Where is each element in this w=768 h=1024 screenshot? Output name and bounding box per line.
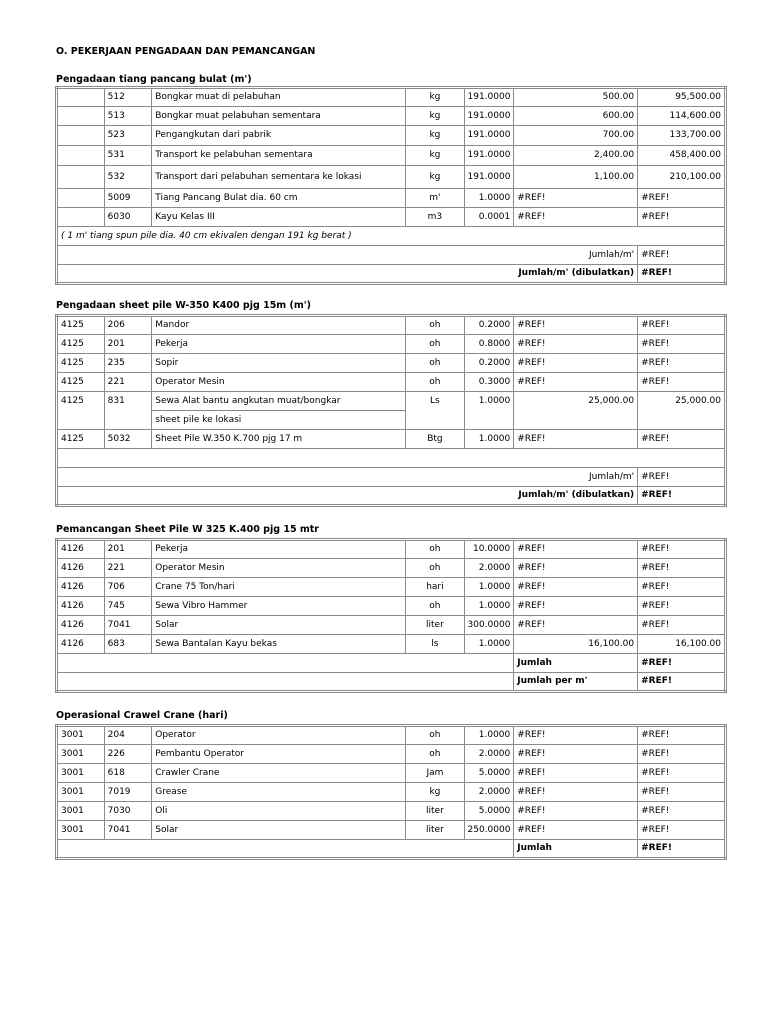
item-code xyxy=(57,88,105,107)
table-row xyxy=(57,430,726,449)
summary-value: #REF! xyxy=(638,673,726,692)
item-price: #REF! xyxy=(514,783,638,802)
item-price: #REF! xyxy=(514,597,638,616)
item-total: #REF! xyxy=(638,189,726,208)
section-title: Pengadaan sheet pile W-350 K400 pjg 15m (m') xyxy=(56,300,312,311)
resource-code: 6030 xyxy=(104,208,152,227)
item-unit: oh xyxy=(406,540,464,559)
item-price: 500.00 xyxy=(514,88,638,107)
item-description: Pengangkutan dari pabrik xyxy=(152,126,406,146)
item-total: #REF! xyxy=(638,764,726,783)
table-row xyxy=(57,208,726,227)
item-unit: m3 xyxy=(406,208,464,227)
table-row xyxy=(57,635,726,654)
item-quantity: 250.0000 xyxy=(464,821,514,840)
item-total: #REF! xyxy=(638,745,726,764)
section-note: ( 1 m' tiang spun pile dia. 40 cm ekivalen dengan 191 kg berat ) xyxy=(57,227,726,246)
item-code xyxy=(57,107,105,126)
item-quantity: 191.0000 xyxy=(464,107,514,126)
resource-code: 206 xyxy=(104,316,152,335)
summary-row xyxy=(57,654,726,673)
item-price: #REF! xyxy=(514,189,638,208)
item-total: #REF! xyxy=(638,316,726,335)
item-quantity: 0.2000 xyxy=(464,354,514,373)
item-total: 210,100.00 xyxy=(638,166,726,189)
item-price: #REF! xyxy=(514,802,638,821)
item-unit: m' xyxy=(406,189,464,208)
item-total: #REF! xyxy=(638,540,726,559)
item-code: 3001 xyxy=(57,764,105,783)
item-total: #REF! xyxy=(638,373,726,392)
item-unit xyxy=(406,411,464,430)
item-total: #REF! xyxy=(638,616,726,635)
item-code: 3001 xyxy=(57,745,105,764)
table-row xyxy=(57,227,726,246)
item-price: 1,100.00 xyxy=(514,166,638,189)
item-total: #REF! xyxy=(638,208,726,227)
item-quantity xyxy=(464,411,514,430)
resource-code: 532 xyxy=(104,166,152,189)
item-description: Kayu Kelas III xyxy=(152,208,406,227)
item-unit: kg xyxy=(406,783,464,802)
item-code: 4125 xyxy=(57,316,105,335)
item-code xyxy=(57,411,105,430)
item-description: Grease xyxy=(152,783,406,802)
summary-value: #REF! xyxy=(638,487,726,506)
summary-spacer xyxy=(57,840,514,859)
resource-code: 5032 xyxy=(104,430,152,449)
resource-code: 512 xyxy=(104,88,152,107)
item-code: 3001 xyxy=(57,802,105,821)
section-table xyxy=(55,724,727,860)
resource-code: 226 xyxy=(104,745,152,764)
item-code xyxy=(57,208,105,227)
item-quantity: 1.0000 xyxy=(464,726,514,745)
item-price: 25,000.00 xyxy=(514,392,638,411)
resource-code: 7041 xyxy=(104,616,152,635)
item-description: Sopir xyxy=(152,354,406,373)
item-description: Sewa Alat bantu angkutan muat/bongkar xyxy=(152,392,406,411)
resource-code: 513 xyxy=(104,107,152,126)
item-price: 16,100.00 xyxy=(514,635,638,654)
resource-code: 201 xyxy=(104,335,152,354)
section-table xyxy=(55,314,727,507)
item-total: 16,100.00 xyxy=(638,635,726,654)
item-total: #REF! xyxy=(638,559,726,578)
table-row xyxy=(57,411,726,430)
item-unit: oh xyxy=(406,726,464,745)
item-description: Solar xyxy=(152,821,406,840)
item-total: #REF! xyxy=(638,783,726,802)
item-code xyxy=(57,126,105,146)
item-description: Pembantu Operator xyxy=(152,745,406,764)
section-table xyxy=(55,86,727,285)
table-row xyxy=(57,88,726,107)
item-total: 458,400.00 xyxy=(638,146,726,166)
item-unit: kg xyxy=(406,146,464,166)
item-price: #REF! xyxy=(514,616,638,635)
item-description: Pekerja xyxy=(152,335,406,354)
item-description: Bongkar muat pelabuhan sementara xyxy=(152,107,406,126)
item-unit: oh xyxy=(406,559,464,578)
item-quantity: 1.0000 xyxy=(464,635,514,654)
resource-code: 706 xyxy=(104,578,152,597)
resource-code: 221 xyxy=(104,559,152,578)
item-total: 133,700.00 xyxy=(638,126,726,146)
item-price: #REF! xyxy=(514,745,638,764)
summary-label: Jumlah xyxy=(514,840,638,859)
item-description: Pekerja xyxy=(152,540,406,559)
item-code xyxy=(57,146,105,166)
resource-code: 235 xyxy=(104,354,152,373)
summary-value: #REF! xyxy=(638,468,726,487)
summary-row xyxy=(57,673,726,692)
item-quantity: 2.0000 xyxy=(464,559,514,578)
resource-code: 618 xyxy=(104,764,152,783)
item-price: #REF! xyxy=(514,430,638,449)
item-quantity: 2.0000 xyxy=(464,745,514,764)
item-description: Sewa Vibro Hammer xyxy=(152,597,406,616)
table-row xyxy=(57,616,726,635)
item-price: #REF! xyxy=(514,335,638,354)
item-description: Solar xyxy=(152,616,406,635)
item-description: Operator xyxy=(152,726,406,745)
item-unit: oh xyxy=(406,373,464,392)
item-unit: kg xyxy=(406,107,464,126)
item-total: 95,500.00 xyxy=(638,88,726,107)
summary-value: #REF! xyxy=(638,265,726,284)
table-row xyxy=(57,578,726,597)
item-quantity: 2.0000 xyxy=(464,783,514,802)
item-code: 4125 xyxy=(57,335,105,354)
item-description: Crawler Crane xyxy=(152,764,406,783)
item-total: #REF! xyxy=(638,802,726,821)
item-description: Sheet Pile W.350 K.700 pjg 17 m xyxy=(152,430,406,449)
table-row xyxy=(57,189,726,208)
item-quantity: 5.0000 xyxy=(464,802,514,821)
table-row xyxy=(57,821,726,840)
item-quantity: 0.8000 xyxy=(464,335,514,354)
item-code: 4125 xyxy=(57,392,105,411)
item-unit: oh xyxy=(406,597,464,616)
item-description: Oli xyxy=(152,802,406,821)
item-code: 3001 xyxy=(57,783,105,802)
table-row xyxy=(57,745,726,764)
table-row xyxy=(57,597,726,616)
item-description: sheet pile ke lokasi xyxy=(152,411,406,430)
resource-code xyxy=(104,411,152,430)
item-unit: kg xyxy=(406,166,464,189)
item-unit: kg xyxy=(406,126,464,146)
item-code: 4125 xyxy=(57,373,105,392)
table-row xyxy=(57,354,726,373)
item-price: #REF! xyxy=(514,316,638,335)
item-total: #REF! xyxy=(638,335,726,354)
item-code: 4126 xyxy=(57,559,105,578)
section-table xyxy=(55,538,727,693)
item-unit: liter xyxy=(406,821,464,840)
item-quantity: 0.0001 xyxy=(464,208,514,227)
item-total: #REF! xyxy=(638,726,726,745)
item-code: 4126 xyxy=(57,635,105,654)
item-code: 4126 xyxy=(57,616,105,635)
item-price: #REF! xyxy=(514,764,638,783)
item-total: 25,000.00 xyxy=(638,392,726,411)
item-quantity: 191.0000 xyxy=(464,166,514,189)
item-price: #REF! xyxy=(514,540,638,559)
table-row xyxy=(57,726,726,745)
item-quantity: 191.0000 xyxy=(464,126,514,146)
item-unit: Ls xyxy=(406,392,464,411)
summary-row xyxy=(57,468,726,487)
resource-code: 831 xyxy=(104,392,152,411)
item-quantity: 191.0000 xyxy=(464,88,514,107)
item-total: #REF! xyxy=(638,597,726,616)
item-unit: ls xyxy=(406,635,464,654)
section-title: Pengadaan tiang pancang bulat (m') xyxy=(56,74,252,85)
item-quantity: 1.0000 xyxy=(464,189,514,208)
item-price: #REF! xyxy=(514,559,638,578)
item-quantity: 191.0000 xyxy=(464,146,514,166)
item-code: 3001 xyxy=(57,726,105,745)
section-title: Pemancangan Sheet Pile W 325 K.400 pjg 15 mtr xyxy=(56,524,319,535)
resource-code: 531 xyxy=(104,146,152,166)
table-row xyxy=(57,126,726,146)
item-description: Tiang Pancang Bulat dia. 60 cm xyxy=(152,189,406,208)
section-title: Operasional Crawel Crane (hari) xyxy=(56,710,228,721)
table-row xyxy=(57,540,726,559)
item-quantity: 1.0000 xyxy=(464,392,514,411)
resource-code: 221 xyxy=(104,373,152,392)
item-total: #REF! xyxy=(638,821,726,840)
item-total: 114,600.00 xyxy=(638,107,726,126)
item-description: Crane 75 Ton/hari xyxy=(152,578,406,597)
item-unit: kg xyxy=(406,88,464,107)
summary-label: Jumlah/m' (dibulatkan) xyxy=(57,265,638,284)
summary-row xyxy=(57,487,726,506)
table-row xyxy=(57,802,726,821)
item-price xyxy=(514,411,638,430)
table-row xyxy=(57,392,726,411)
item-quantity: 10.0000 xyxy=(464,540,514,559)
table-row xyxy=(57,373,726,392)
item-total: #REF! xyxy=(638,430,726,449)
item-total: #REF! xyxy=(638,578,726,597)
item-code: 4126 xyxy=(57,578,105,597)
summary-spacer xyxy=(57,673,514,692)
summary-label: Jumlah/m' xyxy=(57,246,638,265)
summary-label: Jumlah per m' xyxy=(514,673,638,692)
item-quantity: 0.3000 xyxy=(464,373,514,392)
item-description: Transport ke pelabuhan sementara xyxy=(152,146,406,166)
item-quantity: 1.0000 xyxy=(464,578,514,597)
item-total: #REF! xyxy=(638,354,726,373)
item-code: 4126 xyxy=(57,540,105,559)
resource-code: 5009 xyxy=(104,189,152,208)
item-price: 2,400.00 xyxy=(514,146,638,166)
item-description: Mandor xyxy=(152,316,406,335)
summary-value: #REF! xyxy=(638,840,726,859)
item-unit: hari xyxy=(406,578,464,597)
item-total xyxy=(638,411,726,430)
resource-code: 7030 xyxy=(104,802,152,821)
item-code: 4126 xyxy=(57,597,105,616)
summary-label: Jumlah/m' (dibulatkan) xyxy=(57,487,638,506)
summary-row xyxy=(57,246,726,265)
table-row xyxy=(57,316,726,335)
item-price: #REF! xyxy=(514,373,638,392)
item-price: #REF! xyxy=(514,726,638,745)
resource-code: 201 xyxy=(104,540,152,559)
item-unit: liter xyxy=(406,616,464,635)
summary-row xyxy=(57,265,726,284)
item-description: Operator Mesin xyxy=(152,373,406,392)
item-unit: oh xyxy=(406,745,464,764)
table-row xyxy=(57,335,726,354)
item-quantity: 0.2000 xyxy=(464,316,514,335)
resource-code: 7041 xyxy=(104,821,152,840)
item-quantity: 1.0000 xyxy=(464,597,514,616)
summary-spacer xyxy=(57,654,514,673)
summary-value: #REF! xyxy=(638,654,726,673)
summary-value: #REF! xyxy=(638,246,726,265)
item-code: 3001 xyxy=(57,821,105,840)
item-unit: oh xyxy=(406,354,464,373)
summary-row xyxy=(57,840,726,859)
item-unit: oh xyxy=(406,316,464,335)
item-description: Operator Mesin xyxy=(152,559,406,578)
item-description: Bongkar muat di pelabuhan xyxy=(152,88,406,107)
table-row xyxy=(57,449,726,468)
item-unit: oh xyxy=(406,335,464,354)
item-quantity: 5.0000 xyxy=(464,764,514,783)
resource-code: 204 xyxy=(104,726,152,745)
resource-code: 523 xyxy=(104,126,152,146)
resource-code: 7019 xyxy=(104,783,152,802)
item-code: 4125 xyxy=(57,354,105,373)
table-row xyxy=(57,166,726,189)
empty-row xyxy=(57,449,726,468)
summary-label: Jumlah xyxy=(514,654,638,673)
summary-label: Jumlah/m' xyxy=(57,468,638,487)
item-price: #REF! xyxy=(514,208,638,227)
item-quantity: 1.0000 xyxy=(464,430,514,449)
resource-code: 745 xyxy=(104,597,152,616)
document-title: O. PEKERJAAN PENGADAAN DAN PEMANCANGAN xyxy=(56,46,316,57)
table-row xyxy=(57,107,726,126)
item-price: #REF! xyxy=(514,354,638,373)
item-code: 4125 xyxy=(57,430,105,449)
item-unit: Btg xyxy=(406,430,464,449)
table-row xyxy=(57,764,726,783)
item-price: 700.00 xyxy=(514,126,638,146)
item-code xyxy=(57,189,105,208)
item-price: #REF! xyxy=(514,821,638,840)
item-unit: Jam xyxy=(406,764,464,783)
item-description: Transport dari pelabuhan sementara ke lokasi xyxy=(152,166,406,189)
item-price: 600.00 xyxy=(514,107,638,126)
item-quantity: 300.0000 xyxy=(464,616,514,635)
table-row xyxy=(57,146,726,166)
item-code xyxy=(57,166,105,189)
resource-code: 683 xyxy=(104,635,152,654)
table-row xyxy=(57,559,726,578)
item-description: Sewa Bantalan Kayu bekas xyxy=(152,635,406,654)
item-price: #REF! xyxy=(514,578,638,597)
item-unit: liter xyxy=(406,802,464,821)
table-row xyxy=(57,783,726,802)
